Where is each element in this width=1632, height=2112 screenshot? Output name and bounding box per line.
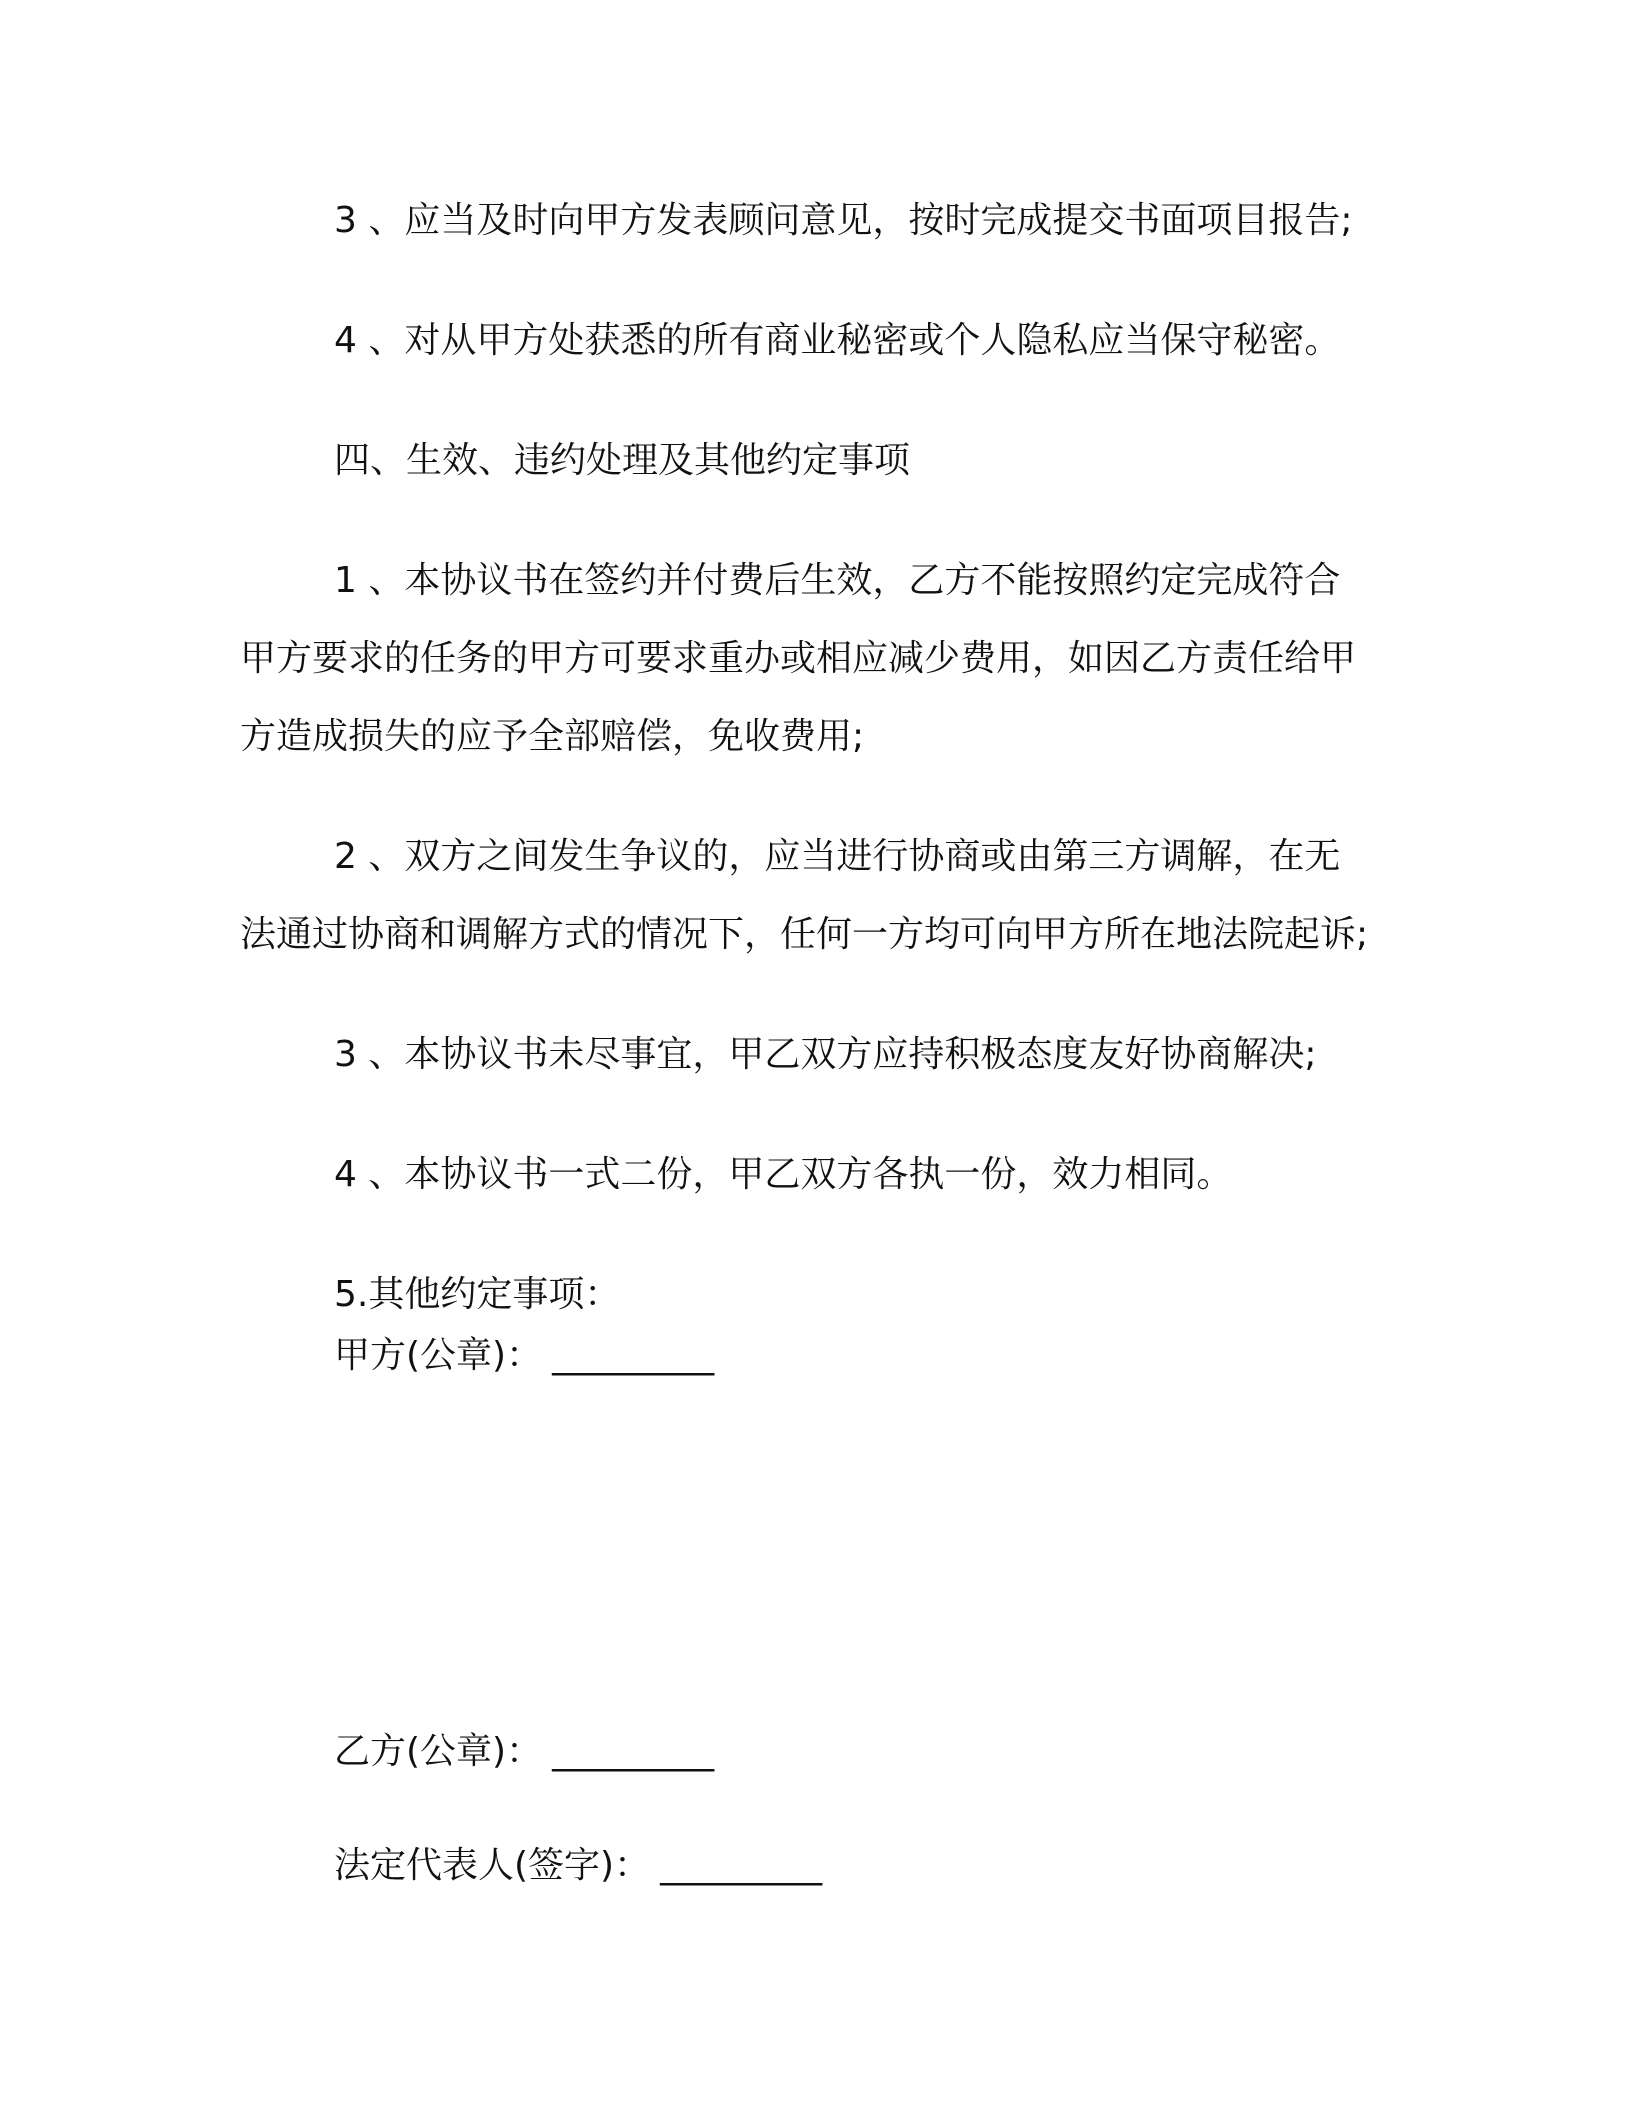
party-b-blank: _________ <box>552 1731 715 1772</box>
legal-rep-blank: _________ <box>660 1845 823 1886</box>
document-body <box>240 182 1370 1376</box>
paragraph-copies: 4 、本协议书一式二份，甲乙双方各执一份，效力相同。 <box>334 1154 1233 1195</box>
signature-legal-rep <box>334 1836 822 1896</box>
paragraph-unresolved: 3 、本协议书未尽事宜，甲乙双方应持积极态度友好协商解决; <box>334 1034 1317 1075</box>
paragraph-4: 4 、对从甲方处获悉的所有商业秘密或个人隐私应当保守秘密。 <box>334 320 1341 361</box>
paragraph-3: 3 、应当及时向甲方发表顾问意见，按时完成提交书面项目报告; <box>334 200 1353 241</box>
paragraph-other: 5.其他约定事项： <box>334 1274 621 1315</box>
party-a-label: 甲方(公章)： <box>334 1335 543 1376</box>
paragraph-dispute: 2 、双方之间发生争议的，应当进行协商或由第三方调解，在无法通过协商和调解方式的情况下，任何一方均可向甲方所在地法院起诉; <box>240 836 1369 955</box>
signature-party-a <box>334 1326 714 1386</box>
section-heading-4: 四、生效、违约处理及其他约定事项 <box>334 440 911 481</box>
signature-party-b <box>334 1722 714 1782</box>
party-a-blank: _________ <box>552 1335 715 1376</box>
legal-rep-label: 法定代表人(签字)： <box>334 1845 651 1886</box>
paragraph-effective: 1 、本协议书在签约并付费后生效，乙方不能按照约定完成符合甲方要求的任务的甲方可要求重办或相应减少费用，如因乙方责任给甲方造成损失的应予全部赔偿，免收费用; <box>240 560 1357 757</box>
party-b-label: 乙方(公章)： <box>334 1731 543 1772</box>
